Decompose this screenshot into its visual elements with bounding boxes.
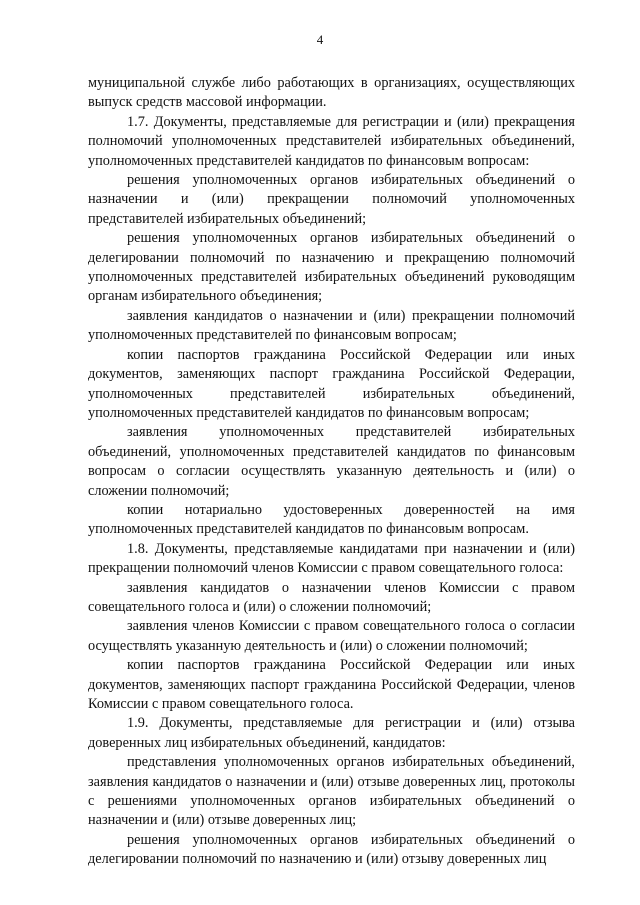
paragraph-section-1-8: 1.8. Документы, представляемые кандидатами при назначении и (или) прекращении полномочий членов Комиссии с правом совещательного голоса: [88, 540, 575, 577]
document-body [88, 74, 575, 870]
paragraph-item: заявления кандидатов о назначении членов Комиссии с правом совещательного голоса и (или) о сложении полномочий; [88, 579, 575, 615]
paragraph-section-1-7: 1.7. Документы, представляемые для регистрации и (или) прекращения полномочий уполномоченных представителей избирательных объединений, уполномоченных представителей кандидатов по финансовым вопросам: [88, 113, 575, 169]
paragraph-item: копии паспортов гражданина Российской Федерации или иных документов, заменяющих паспорт гражданина Российской Федерации, членов Комиссии с правом совещательного голоса. [88, 657, 575, 712]
paragraph-item: решения уполномоченных органов избирательных объединений о делегировании полномочий по назначению и прекращению полномочий уполномоченных представителей избирательных объединений руководящим органам избирательного объединения; [88, 230, 575, 305]
paragraph-item: представления уполномоченных органов избирательных объединений, заявления кандидатов о назначении и (или) отзыве доверенных лиц, протоколы с решениями уполномоченных органов избирательных объединений о назначении и (или) отзыве доверенных лиц; [88, 754, 575, 829]
paragraph-continuation: муниципальной службе либо работающих в организациях, осуществляющих выпуск средств массовой информации. [88, 75, 575, 111]
paragraph-item: заявления кандидатов о назначении и (или) прекращении полномочий уполномоченных представителей по финансовым вопросам; [88, 307, 575, 344]
paragraph-item: копии паспортов гражданина Российской Федерации или иных документов, заменяющих паспорт гражданина Российской Федерации, уполномоченных представителей избирательных объединений, уполномоченных представителей кандидатов по финансовым вопросам; [88, 346, 575, 421]
paragraph-item: заявления членов Комиссии с правом совещательного голоса о согласии осуществлять указанную деятельность и (или) о сложении полномочий; [88, 618, 575, 654]
paragraph-item: решения уполномоченных органов избирательных объединений о делегировании полномочий по назначению и (или) отзыву доверенных лиц [88, 831, 575, 868]
paragraph-item: решения уполномоченных органов избирательных объединений о назначении и (или) прекращении полномочий уполномоченных представителей избирательных объединений; [88, 172, 575, 227]
page-number: 4 [316, 32, 324, 47]
paragraph-item: копии нотариально удостоверенных доверенностей на имя уполномоченных представителей кандидатов по финансовым вопросам. [88, 501, 575, 538]
paragraph-section-1-9: 1.9. Документы, представляемые для регистрации и (или) отзыва доверенных лиц избирательных объединений, кандидатов: [88, 715, 575, 751]
paragraph-item: заявления уполномоченных представителей избирательных объединений, уполномоченных представителей кандидатов по финансовым вопросам о согласии осуществлять указанную деятельность и (или) о сложении полномочий; [88, 424, 575, 499]
